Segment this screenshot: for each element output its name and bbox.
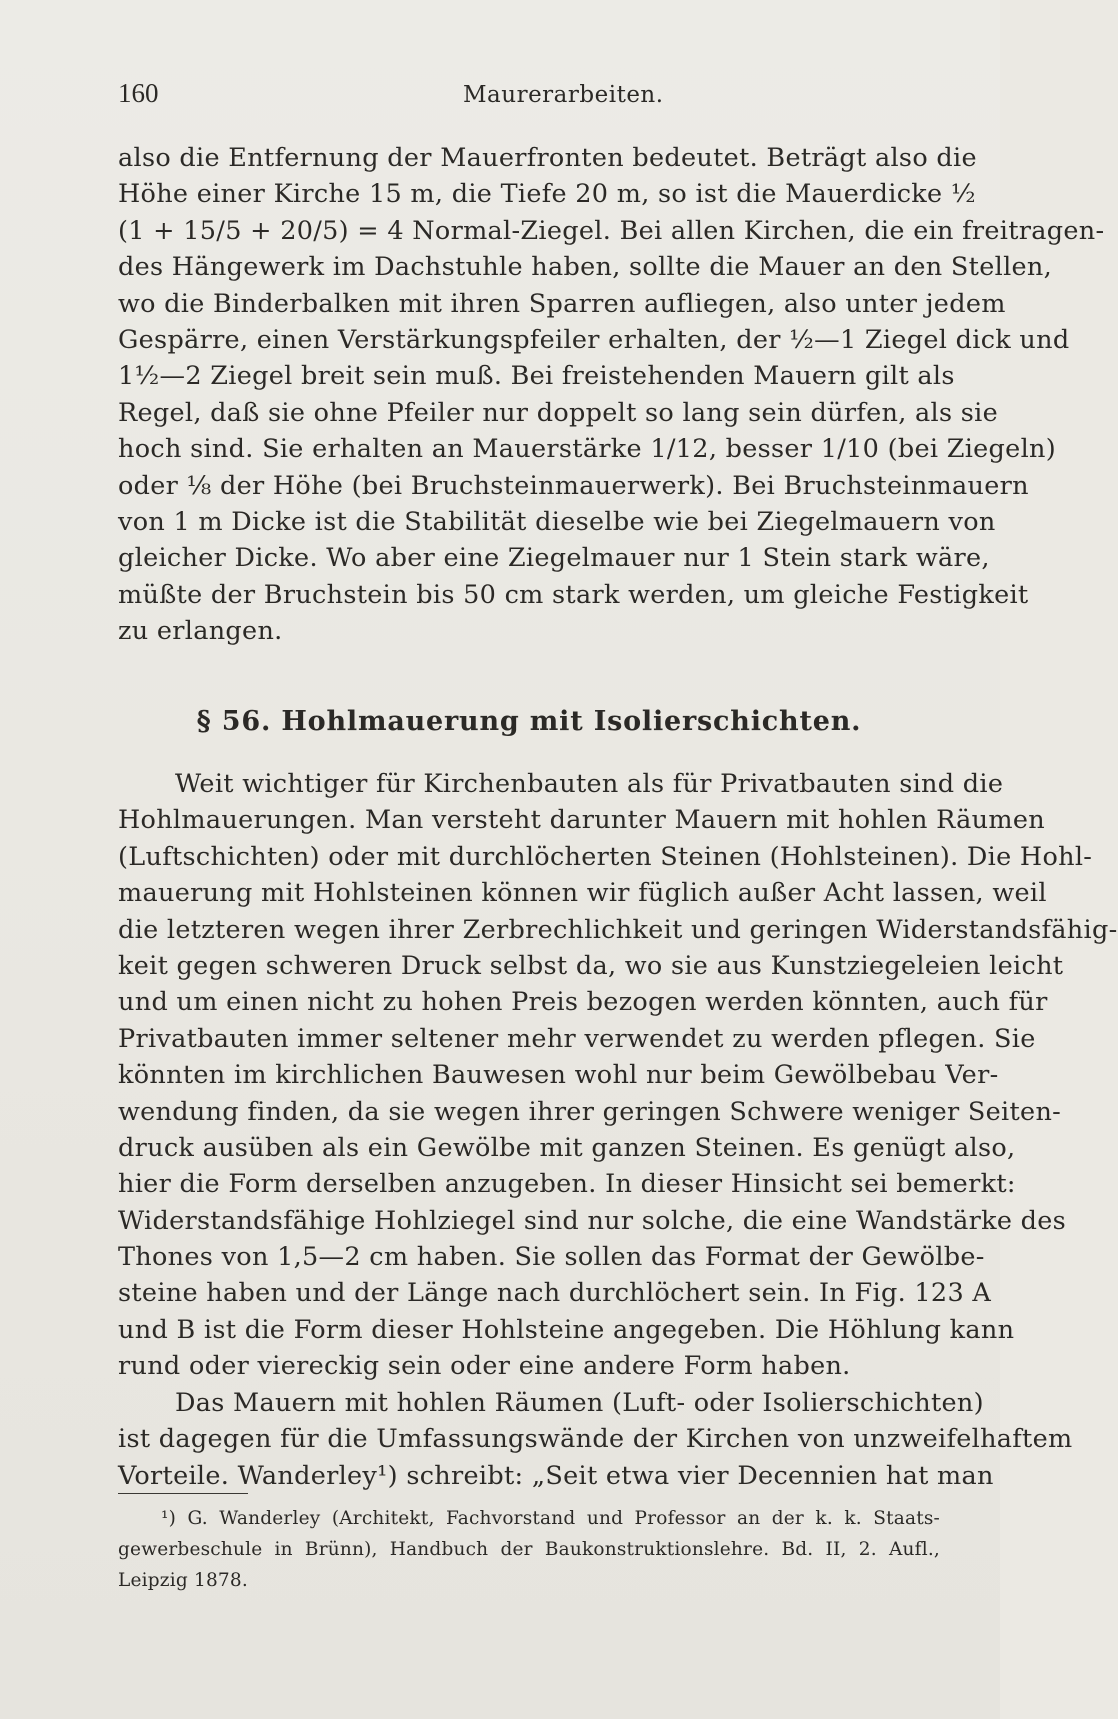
page-header bbox=[118, 78, 938, 118]
text-line: des Hängewerk im Dachstuhle haben, sollte die Mauer an den Stellen, bbox=[118, 252, 1053, 283]
text-line: mauerung mit Hohlsteinen können wir füglich außer Acht lassen, weil bbox=[118, 878, 1047, 909]
footnote-line: gewerbeschule in Brünn), Handbuch der Baukonstruktionslehre. Bd. II, 2. Aufl., bbox=[118, 1539, 940, 1560]
text-line: (1 + 15/5 + 20/5) = 4 Normal-Ziegel. Bei allen Kirchen, die ein freitragen- bbox=[118, 215, 1105, 246]
text-line: steine haben und der Länge nach durchlöchert sein. In Fig. 123 A bbox=[118, 1278, 992, 1309]
text-line: Hohlmauerungen. Man versteht darunter Mauern mit hohlen Räumen bbox=[118, 805, 1045, 836]
text-line: hoch sind. Sie erhalten an Mauerstärke 1/12, besser 1/10 (bei Ziegeln) bbox=[118, 434, 1057, 465]
paragraph-3 bbox=[118, 1385, 1073, 1494]
paragraph-2 bbox=[118, 766, 1118, 1385]
text-line: Widerstandsfähige Hohlziegel sind nur solche, die eine Wandstärke des bbox=[118, 1205, 1067, 1236]
text-line: und B ist die Form dieser Hohlsteine angegeben. Die Höhlung kann bbox=[118, 1314, 1015, 1345]
text-line: Regel, daß sie ohne Pfeiler nur doppelt so lang sein dürfen, als sie bbox=[118, 397, 999, 428]
text-line: keit gegen schweren Druck selbst da, wo sie aus Kunstziegeleien leicht bbox=[118, 950, 1064, 981]
text-line: die letzteren wegen ihrer Zerbrechlichkeit und geringen Widerstandsfähig- bbox=[118, 914, 1118, 945]
footnote-line: ¹) G. Wanderley (Architekt, Fachvorstand und Professor an der k. k. Staats- bbox=[161, 1508, 940, 1529]
footnote-divider bbox=[118, 1493, 248, 1494]
text-line: Privatbauten immer seltener mehr verwendet zu werden pflegen. Sie bbox=[118, 1023, 1036, 1054]
text-line: Höhe einer Kirche 15 m, die Tiefe 20 m, so ist die Mauerdicke ½ bbox=[118, 179, 976, 210]
text-line: wendung finden, da sie wegen ihrer geringen Schwere weniger Seiten- bbox=[118, 1096, 1062, 1127]
text-line: (Luftschichten) oder mit durchlöcherten Steinen (Hohlsteinen). Die Hohl- bbox=[118, 841, 1093, 872]
running-title: Maurerarbeiten. bbox=[463, 82, 664, 108]
text-line: gleicher Dicke. Wo aber eine Ziegelmauer nur 1 Stein stark wäre, bbox=[118, 543, 990, 574]
text-line: Weit wichtiger für Kirchenbauten als für Privatbauten sind die bbox=[175, 769, 1004, 799]
text-line: oder ⅛ der Höhe (bei Bruchsteinmauerwerk). Bei Bruchsteinmauern bbox=[118, 470, 1029, 501]
text-line: und um einen nicht zu hohen Preis bezogen werden könnten, auch für bbox=[118, 987, 1048, 1018]
text-line: Gespärre, einen Verstärkungspfeiler erhalten, der ½—1 Ziegel dick und bbox=[118, 324, 1070, 355]
text-line: 1½—2 Ziegel breit sein muß. Bei freistehenden Mauern gilt als bbox=[118, 361, 955, 392]
text-line: hier die Form derselben anzugeben. In dieser Hinsicht sei bemerkt: bbox=[118, 1169, 1016, 1200]
text-line: Thones von 1,5—2 cm haben. Sie sollen das Format der Gewölbe- bbox=[118, 1242, 985, 1273]
text-line: Vorteile. Wanderley¹) schreibt: „Seit etwa vier Decennien hat man bbox=[118, 1460, 994, 1491]
text-line: zu erlangen. bbox=[118, 616, 283, 647]
footnote bbox=[118, 1503, 940, 1596]
text-line: Das Mauern mit hohlen Räumen (Luft- oder Isolierschichten) bbox=[175, 1388, 984, 1418]
text-line: rund oder viereckig sein oder eine andere Form haben. bbox=[118, 1351, 851, 1382]
text-line: von 1 m Dicke ist die Stabilität dieselbe wie bei Ziegelmauern von bbox=[118, 506, 996, 537]
text-line: könnten im kirchlichen Bauwesen wohl nur beim Gewölbebau Ver- bbox=[118, 1060, 999, 1091]
text-line: ist dagegen für die Umfassungswände der Kirchen von unzweifelhaftem bbox=[118, 1424, 1073, 1455]
section-heading: § 56. Hohlmauerung mit Isolierschichten. bbox=[196, 706, 862, 737]
paragraph-1 bbox=[118, 140, 1105, 649]
text-line: wo die Binderbalken mit ihren Sparren aufliegen, also unter jedem bbox=[118, 288, 1006, 319]
page-number: 160 bbox=[118, 78, 159, 108]
footnote-line: Leipzig 1878. bbox=[118, 1570, 248, 1591]
text-line: müßte der Bruchstein bis 50 cm stark werden, um gleiche Festigkeit bbox=[118, 579, 1029, 610]
text-line: druck ausüben als ein Gewölbe mit ganzen Steinen. Es genügt also, bbox=[118, 1132, 1016, 1163]
text-line: also die Entfernung der Mauerfronten bedeutet. Beträgt also die bbox=[118, 143, 977, 173]
